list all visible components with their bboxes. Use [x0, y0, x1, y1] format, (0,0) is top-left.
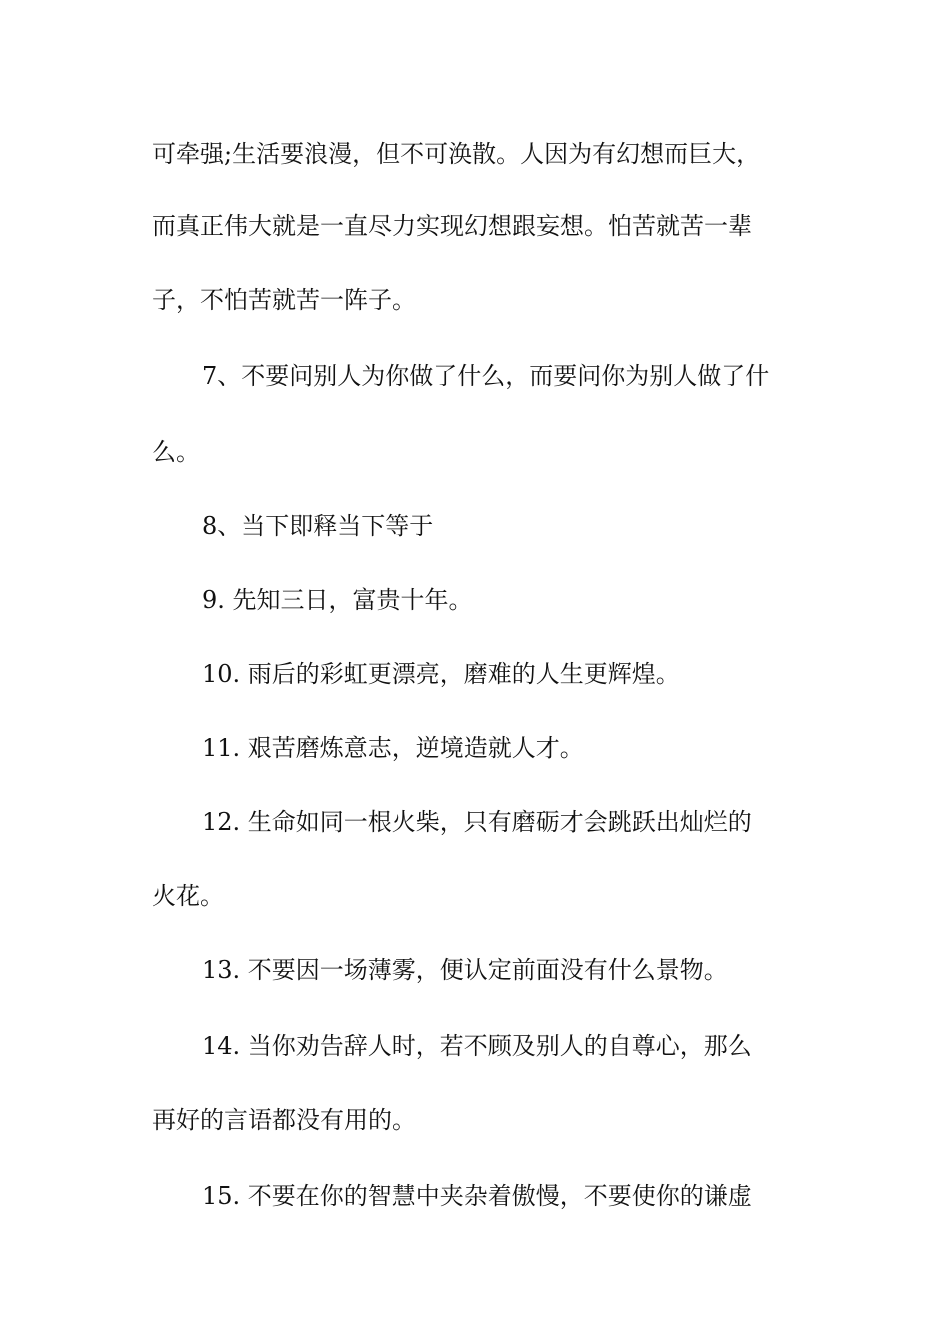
item-13: 13. 不要因一场薄雾，便认定前面没有什么景物。 [202, 956, 728, 984]
item-11: 11. 艰苦磨炼意志，逆境造就人才。 [202, 734, 584, 762]
item-7-line-1: 7、不要问别人为你做了什么，而要问你为别人做了什 [202, 362, 770, 390]
item-14-line-2: 再好的言语都没有用的。 [152, 1106, 416, 1134]
text-line-continuation-3: 子，不怕苦就苦一阵子。 [152, 286, 416, 314]
text-line-continuation-2: 而真正伟大就是一直尽力实现幻想跟妄想。怕苦就苦一辈 [152, 212, 752, 240]
item-9: 9. 先知三日，富贵十年。 [202, 586, 473, 614]
text-line-continuation-1: 可牵强;生活要浪漫，但不可涣散。人因为有幻想而巨大， [152, 140, 761, 168]
item-14-line-1: 14. 当你劝告辞人时，若不顾及别人的自尊心，那么 [202, 1032, 752, 1060]
item-12-line-2: 火花。 [152, 882, 224, 910]
item-15-line-1: 15. 不要在你的智慧中夹杂着傲慢，不要使你的谦虚 [202, 1182, 752, 1210]
item-12-line-1: 12. 生命如同一根火柴，只有磨砺才会跳跃出灿烂的 [202, 808, 752, 836]
item-8: 8、当下即释当下等于 [202, 512, 434, 540]
item-7-line-2: 么。 [152, 438, 200, 466]
item-10: 10. 雨后的彩虹更漂亮，磨难的人生更辉煌。 [202, 660, 680, 688]
